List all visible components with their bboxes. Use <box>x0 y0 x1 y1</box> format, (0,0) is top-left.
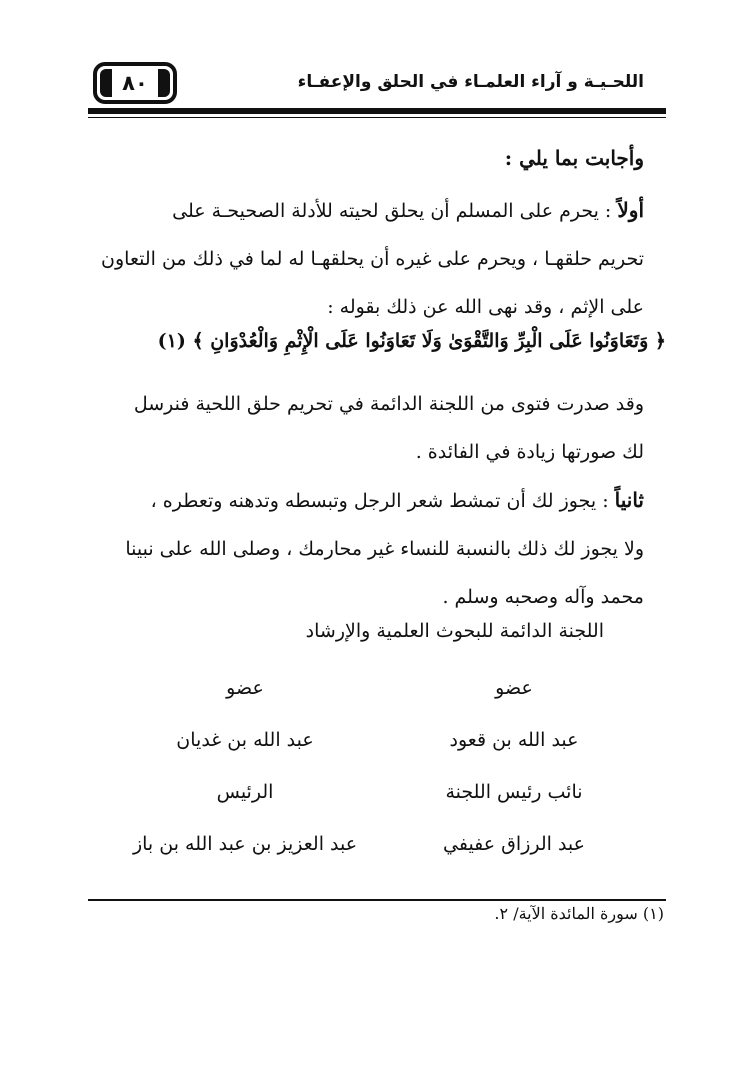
signature-name: عبد الله بن قعود <box>449 729 579 751</box>
footnote-rule <box>88 899 666 901</box>
signature-role: عضو <box>226 677 264 699</box>
signature-name: عبد الله بن غديان <box>176 729 314 751</box>
running-title: اللحـيـة و آراء العلمـاء في الحلق والإعفـاء <box>297 72 644 92</box>
first-point <box>88 186 644 331</box>
second-point-line: ولا يجوز لك ذلك بالنسبة للنساء غير محارمك ، وصلى الله على نبينا <box>125 538 644 560</box>
signature-name: عبد الرزاق عفيفي <box>443 833 585 855</box>
first-point-label: أولاً <box>617 198 644 222</box>
quran-verse: ﴿ وَتَعَاوَنُوا عَلَى الْبِرِّ وَالتَّقْوَىٰ وَلَا تَعَاوَنُوا عَلَى الْإِثْمِ وَالْعُدْوَانِ ﴾ (١) <box>157 330 666 352</box>
signature-column-left <box>120 662 370 870</box>
answer-intro <box>88 134 644 182</box>
header-rule <box>88 108 666 114</box>
signature-role: الرئيس <box>216 781 274 803</box>
fatwa-line: وقد صدرت فتوى من اللجنة الدائمة في تحريم حلق اللحية فنرسل <box>133 393 644 415</box>
fatwa-note <box>88 380 644 476</box>
signature-name: عبد العزيز بن عبد الله بن باز <box>132 833 358 855</box>
first-point-line: تحريم حلقهـا ، ويحرم على غيره أن يحلقهـا له لما في ذلك من التعاون <box>101 248 644 270</box>
first-point-text: : يحرم على المسلم أن يحلق لحيته للأدلة الصحيحـة على <box>172 200 618 222</box>
first-point-line: على الإثم ، وقد نهى الله عن ذلك بقوله : <box>327 296 644 318</box>
second-point-line: محمد وآله وصحبه وسلم . <box>442 586 644 608</box>
second-point-label: ثانياً <box>614 488 644 512</box>
header-rule-thin <box>88 117 666 118</box>
page-number: ٨٠ <box>93 62 177 104</box>
committee-name: اللجنة الدائمة للبحوث العلمية والإرشاد <box>305 620 604 642</box>
second-point-text: : يجوز لك أن تمشط شعر الرجل وتبسطه وتدهنه وتعطره ، <box>150 490 615 512</box>
signature-column-right <box>414 662 614 870</box>
first-point-line <box>88 186 644 235</box>
footnote: (١) سورة المائدة الآية/ ٢. <box>494 904 664 923</box>
second-point <box>88 476 644 621</box>
fatwa-line: لك صورتها زيادة في الفائدة . <box>415 441 644 463</box>
signature-role: عضو <box>495 677 533 699</box>
signature-role: نائب رئيس اللجنة <box>445 781 583 803</box>
second-point-line <box>88 476 644 525</box>
answer-intro-text: وأجابت بما يلي : <box>504 146 644 170</box>
